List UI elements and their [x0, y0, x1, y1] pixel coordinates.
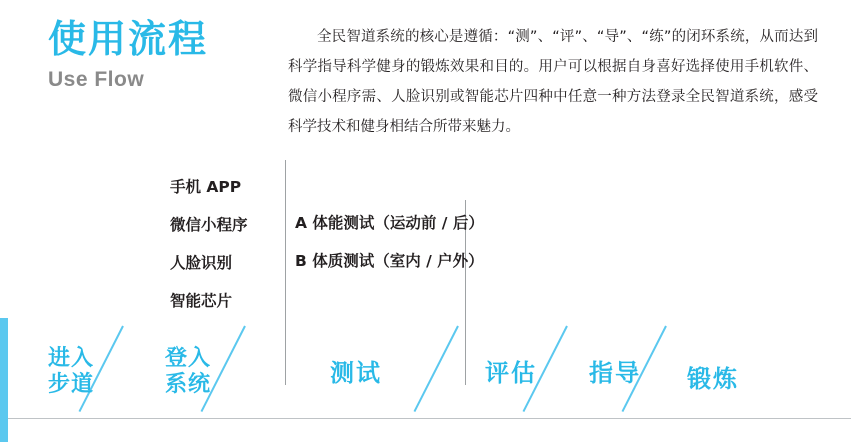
- title-block: [48, 16, 298, 92]
- step-line-1: 进入: [48, 346, 95, 371]
- login-methods-list: [170, 168, 280, 320]
- ribbon-baseline: [0, 418, 851, 419]
- step-label-1: [48, 346, 94, 398]
- step-line-2: 系统: [165, 372, 212, 397]
- test-items-list: [295, 204, 535, 280]
- list-item: 人脸识别: [170, 254, 233, 272]
- step-label-3: [330, 360, 382, 386]
- step-label-5: [589, 360, 641, 386]
- step-line-1: 测试: [330, 359, 382, 387]
- step-label-2: [165, 346, 211, 398]
- step-line-1: 登入: [165, 346, 212, 371]
- step-line-1: 指导: [589, 359, 641, 387]
- page-title-cn: 使用流程: [48, 17, 209, 61]
- step-label-4: [485, 360, 537, 386]
- page-title-en: Use Flow: [48, 68, 145, 91]
- step-ribbon: [0, 318, 851, 442]
- step-line-2: 步道: [48, 372, 95, 397]
- list-item: 手机 APP: [170, 178, 242, 196]
- list-item: A 体能测试（运动前 / 后）: [295, 214, 484, 232]
- list-item: 智能芯片: [170, 292, 233, 310]
- list-item: 微信小程序: [170, 216, 248, 234]
- step-line-1: 评估: [485, 359, 537, 387]
- list-item: B 体质测试（室内 / 户外）: [295, 252, 484, 270]
- step-label-6: [687, 366, 739, 392]
- step-line-1: 锻炼: [687, 365, 739, 393]
- slash-divider-3: [414, 326, 459, 412]
- intro-paragraph: 全民智道系统的核心是遵循：“测”、“评”、“导”、“练”的闭环系统，从而达到科学指导科学健身的锻炼效果和目的。用户可以根据自身喜好选择使用手机软件、微信小程序需、人脸识别或智能芯片四种中任意一种方法登录全民智道系统，感受科学技术和健身相结合所带来魅力。: [288, 29, 818, 135]
- ribbon-left-accent: [0, 318, 8, 442]
